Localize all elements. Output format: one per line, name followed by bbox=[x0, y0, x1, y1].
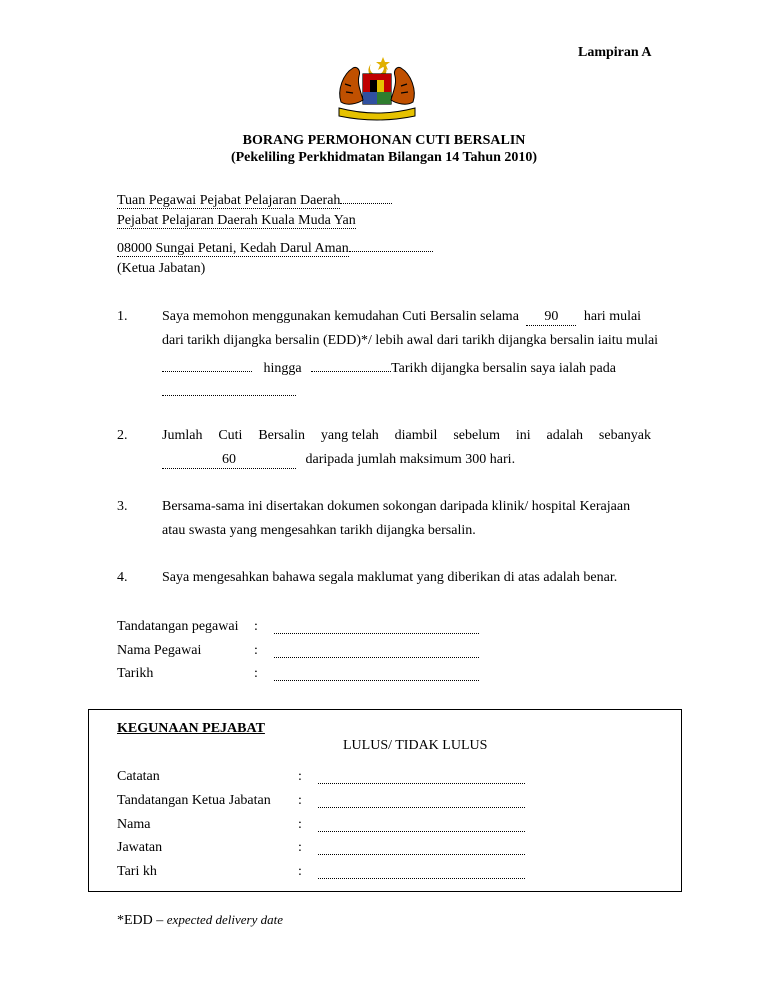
coat-of-arms-icon bbox=[333, 54, 421, 122]
item-1-line-2: dari tarikh dijangka bersalin (EDD)*/ lebih awal dari tarikh dijangka bersalin iaitu mulai bbox=[162, 333, 659, 348]
nama-field[interactable] bbox=[318, 817, 525, 837]
jawatan-colon: : bbox=[298, 840, 302, 855]
signature-label: Tandatangan pegawai bbox=[117, 619, 239, 634]
tarikh-field[interactable] bbox=[318, 864, 525, 884]
address-line-3: 08000 Sungai Petani, Kedah Darul Aman bbox=[117, 237, 433, 257]
ketua-signature-colon: : bbox=[298, 793, 302, 808]
date-label: Tarikh bbox=[117, 666, 154, 681]
nama-label: Nama bbox=[117, 817, 151, 832]
item-4-number: 4. bbox=[117, 570, 128, 585]
item-3-line-2: atau swasta yang mengesahkan tarikh dijangka bersalin. bbox=[162, 523, 476, 538]
item-3-number: 3. bbox=[117, 499, 128, 514]
catatan-label: Catatan bbox=[117, 769, 160, 784]
address-line-2: Pejabat Pelajaran Daerah Kuala Muda Yan bbox=[117, 213, 356, 228]
catatan-colon: : bbox=[298, 769, 302, 784]
item-2-number: 2. bbox=[117, 428, 128, 443]
nama-colon: : bbox=[298, 817, 302, 832]
form-title: BORANG PERMOHONAN CUTI BERSALIN bbox=[242, 133, 526, 148]
item-3-line-1: Bersama-sama ini disertakan dokumen sokongan daripada klinik/ hospital Kerajaan bbox=[162, 499, 631, 514]
item-1-number: 1. bbox=[117, 309, 128, 324]
footnote: *EDD – expected delivery date bbox=[117, 912, 283, 928]
signature-field[interactable] bbox=[274, 619, 479, 639]
ketua-signature-field[interactable] bbox=[318, 793, 525, 813]
officer-name-label: Nama Pegawai bbox=[117, 643, 202, 658]
item-2-line-2: 60 daripada jumlah maksimum 300 hari. bbox=[162, 452, 515, 469]
date-colon: : bbox=[254, 666, 258, 681]
item-1-edd-field[interactable] bbox=[162, 381, 296, 396]
item-4-text: Saya mengesahkan bahawa segala maklumat yang diberikan di atas adalah benar. bbox=[162, 570, 618, 585]
lampiran-label: Lampiran A bbox=[578, 45, 652, 60]
jawatan-field[interactable] bbox=[318, 840, 525, 860]
item-1-line-4 bbox=[162, 381, 296, 401]
jawatan-label: Jawatan bbox=[117, 840, 163, 855]
address-line-1: Tuan Pegawai Pejabat Pelajaran Daerah bbox=[117, 189, 392, 209]
tarikh-label: Tari kh bbox=[117, 864, 157, 879]
signature-colon: : bbox=[254, 619, 258, 634]
approval-status: LULUS/ TIDAK LULUS bbox=[343, 738, 488, 753]
office-use-title: KEGUNAAN PEJABAT bbox=[117, 721, 265, 736]
item-1-start-date-field[interactable] bbox=[162, 357, 252, 372]
item-1-days-field[interactable]: 90 bbox=[526, 309, 576, 326]
address-ketua-jabatan: (Ketua Jabatan) bbox=[117, 261, 206, 276]
item-2-value-field[interactable]: 60 bbox=[162, 452, 296, 469]
item-1-line-1: Saya memohon menggunakan kemudahan Cuti Bersalin selama 90 hari mulai bbox=[162, 309, 642, 324]
date-field[interactable] bbox=[274, 666, 479, 686]
form-subtitle: (Pekeliling Perkhidmatan Bilangan 14 Tahun 2010) bbox=[230, 150, 538, 165]
ketua-signature-label: Tandatangan Ketua Jabatan bbox=[117, 793, 271, 808]
tarikh-colon: : bbox=[298, 864, 302, 879]
officer-name-colon: : bbox=[254, 643, 258, 658]
catatan-field[interactable] bbox=[318, 769, 525, 789]
item-2-line-1: Jumlah Cuti Bersalin yang telah diambil sebelum ini adalah sebanyak bbox=[162, 428, 651, 443]
item-1-end-date-field[interactable] bbox=[311, 357, 391, 372]
item-1-line-3: hingga Tarikh dijangka bersalin saya ialah pada bbox=[162, 357, 616, 377]
officer-name-field[interactable] bbox=[274, 643, 479, 663]
